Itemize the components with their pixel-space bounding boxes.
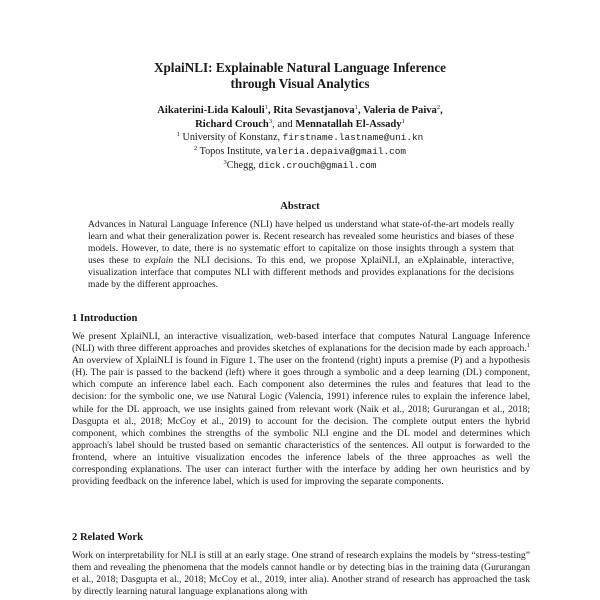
author-line-2: [60, 118, 540, 131]
author-separator: ,: [357, 105, 364, 116]
affiliation-number: 1: [176, 131, 180, 138]
abstract-text-part-b: the NLI decisions. To this end, we propose XplaiNLI, an eXplainable, interactive, visualization interface that computes NLI with different methods and provides explanations for the decisions made by the different approaches.: [88, 255, 514, 291]
section-2-paragraph: Work on interpretability for NLI is still at an early stage. One strand of research explains the models by “stress-testing” them and revealing the phenomena that the models cannot handle or by detecting bias in the training data (Gururangan et al., 2018; Dasgupta et al., 2018; McCoy et al., 2019, inter alia). Another strand of research has approached the task by directly learning natural language explanations along with: [72, 550, 530, 598]
author-name: Mennatallah El-Assady: [295, 119, 402, 130]
abstract-heading: Abstract: [280, 201, 320, 212]
section-2-heading: 2 Related Work: [72, 532, 144, 543]
affiliation-email[interactable]: firstname.lastname@uni.kn: [282, 132, 424, 143]
author-affiliation-mark: 1: [401, 118, 405, 125]
author-line-1: [60, 104, 540, 117]
section-2-text: [72, 550, 530, 598]
affiliation-institution: Chegg,: [226, 160, 256, 171]
author-name: Richard Crouch: [195, 119, 269, 130]
affiliation-email[interactable]: dick.crouch@gmail.com: [258, 160, 377, 171]
author-separator: , and: [272, 119, 296, 130]
abstract-emphasis: explain: [144, 255, 174, 267]
paper-title: [60, 60, 540, 92]
affiliation-1: [60, 132, 540, 144]
affiliation-number: 3: [223, 159, 227, 166]
abstract-text: [88, 219, 514, 292]
author-name: Rita Sevastjanova: [273, 105, 355, 116]
title-line-2: through Visual Analytics: [230, 76, 370, 91]
author-affiliation-mark: 1: [264, 104, 268, 111]
author-separator: ,: [440, 105, 443, 116]
title-line-1: XplaiNLI: Explainable Natural Language Inference: [153, 60, 447, 75]
affiliation-institution: Topos Institute,: [199, 146, 263, 157]
affiliation-email[interactable]: valeria.depaiva@gmail.com: [265, 146, 407, 157]
section-1-text: [72, 331, 530, 488]
abstract-text-part-a: Advances in Natural Language Inference (NLI) have helped us understand what state-of-the-art models really learn and what their generalization power is. Recent research has revealed some heuristics and biases of these models. However, to date, there is no systematic effort to capitalize on those insights through a system that uses these to: [88, 219, 514, 267]
section-1-text-part-b: An overview of XplaiNLI is found in Figure 1. The user on the frontend (right) inputs a premise (P) and a hypothesis (H). The pair is passed to the backend (left) where it goes through a symbolic and a deep learning (DL) component, which compute an inference label each. Each component also determines the rules and features that lead to the decision: for the symbolic one, we use Natural Logic (Valencia, 1991) inference rules to explain the inference label, while for the DL approach, we use insights gained from relevant work (Naik et al., 2018; Gururangan et al., 2018; Dasgupta et al., 2018; McCoy et al., 2019) to account for the decision. The complete output enters the hybrid component, which combines the strengths of the symbolic NLI engine and the DL model and determines which approach's label should be trusted based on semantic characteristics of the sentences. All output is forwarded to the frontend, where an intuitive visualization encodes the inference labels of the three approaches as well the corresponding explanations. The user can interact further with the interface by adding her own heuristics and by providing feedback on the inference label, which is used for improving the separate components.: [72, 355, 530, 488]
author-affiliation-mark: 3: [268, 118, 273, 125]
affiliation-2: [60, 146, 540, 158]
author-separator: ,: [267, 105, 274, 116]
affiliation-institution: University of Konstanz,: [182, 132, 281, 143]
author-name: Aikaterini-Lida Kalouli: [157, 105, 265, 116]
footnote-marker[interactable]: 1: [526, 342, 530, 350]
author-affiliation-mark: 2: [436, 104, 441, 111]
author-name: Valeria de Paiva: [363, 105, 437, 116]
author-affiliation-mark: 1: [354, 104, 358, 111]
affiliation-number: 2: [193, 145, 198, 152]
section-1-heading: 1 Introduction: [72, 313, 138, 324]
section-1-text-part-a: We present XplaiNLI, an interactive visualization, web-based interface that computes Natural Language Inference (NLI) with three different approaches and provides sketches of explanations for the decision made by each approach.: [72, 331, 530, 355]
affiliation-3: [60, 160, 540, 172]
